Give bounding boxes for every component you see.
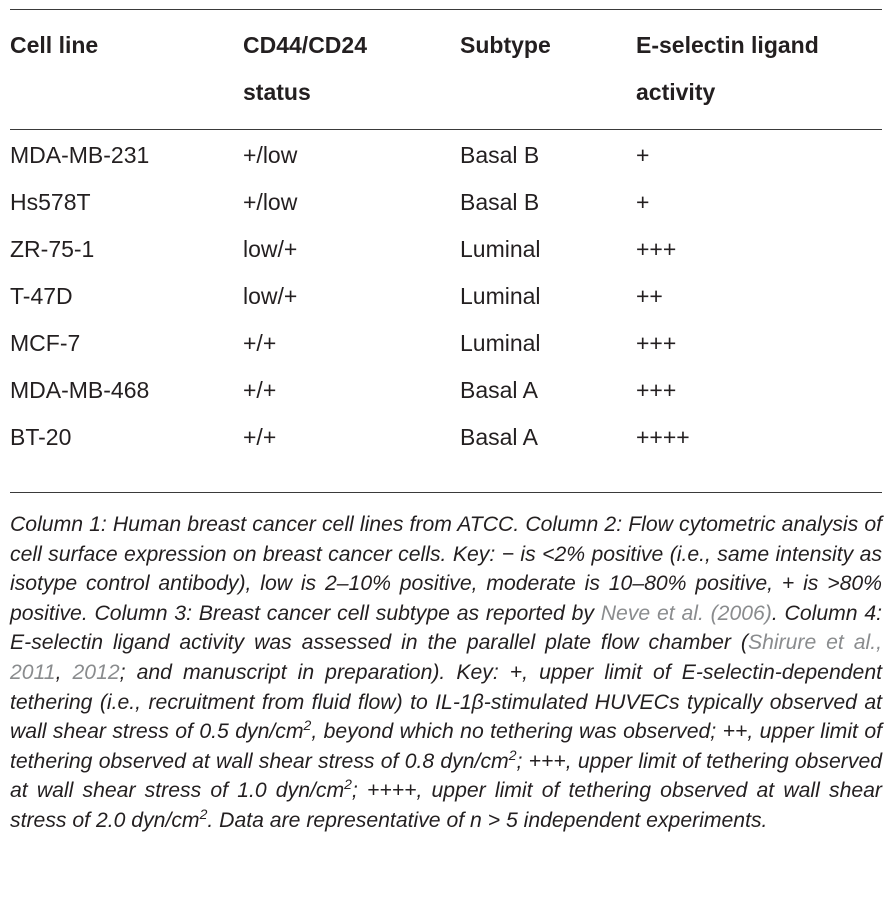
subtype-cell: Basal B	[460, 189, 540, 215]
activity-cell: +	[636, 142, 650, 168]
cell-line-table	[10, 16, 882, 461]
subtype-cell: Luminal	[460, 283, 541, 309]
cell-line: BT-20	[10, 424, 72, 450]
table-row	[10, 320, 882, 367]
table-row	[10, 179, 882, 226]
subtype-cell: Basal A	[460, 424, 538, 450]
superscript: 2	[508, 746, 517, 763]
superscript: 2	[344, 776, 352, 793]
header-divider-rule	[10, 129, 882, 130]
citation-link-shirure-2011[interactable]: Shirure et al., 2011	[10, 631, 882, 684]
table-row	[10, 367, 882, 414]
status-cell: low/+	[243, 236, 298, 262]
activity-cell: +	[636, 189, 650, 215]
subtype-cell: Basal A	[460, 377, 538, 403]
header-status: CD44/CD24 status	[243, 32, 367, 105]
status-cell: +/+	[243, 424, 277, 450]
status-cell: +/low	[243, 142, 298, 168]
status-cell: low/+	[243, 283, 298, 309]
header-subtype: Subtype	[460, 32, 551, 58]
citation-link-neve[interactable]: Neve et al. (2006)	[600, 601, 772, 625]
cell-line: MDA-MB-468	[10, 377, 150, 403]
table-row	[10, 273, 882, 320]
activity-cell: +++	[636, 236, 677, 262]
activity-cell: ++++	[636, 424, 690, 450]
table-row	[10, 414, 882, 461]
cell-line: ZR-75-1	[10, 236, 95, 262]
table-bottom-rule	[10, 492, 882, 493]
subtype-cell: Luminal	[460, 330, 541, 356]
activity-cell: +++	[636, 330, 677, 356]
superscript: 2	[303, 717, 312, 734]
table-row	[10, 132, 882, 179]
subtype-cell: Luminal	[460, 236, 541, 262]
table-row	[10, 226, 882, 273]
activity-cell: ++	[636, 283, 663, 309]
table-footnote: Column 1: Human breast cancer cell lines from ATCC. Column 2: Flow cytometric analysis of cell surface expression on breast cancer cells. Key: − is <2% positive (i.e., same intensity as isotype control antibody), low is 2–10% positive, moderate is 10–80% positive, + is >80% positive. Column 3: Breast cancer cell subtype as reported by Neve et al. (2006). Column 4: E-selectin ligand activity was assessed in the parallel plate flow chamber (Shirure et al., 2011, 2012; and manuscript in preparation). Key: +, upper limit of E-selectin-dependent tethering (i.e., recruitment from fluid flow) to IL-1β-stimulated HUVECs typically observed at wall shear stress of 0.5 dyn/$cm^2$, beyond which no tethering was observed; ++, upper limit of tethering observed at wall shear stress of 0.8 dyn/$cm^2$; +++, upper limit of tethering observed at wall shear stress of 1.0 dyn/$cm^2$; ++++, upper limit of tethering observed at wall shear stress of 2.0 dyn/$cm^2$. Data are representative of n > 5 independent experiments.	[10, 513, 883, 832]
header-activity: E-selectin ligand activity	[636, 32, 819, 105]
superscript: 2	[199, 805, 208, 822]
activity-cell: +++	[636, 377, 677, 403]
header-cell-line: Cell line	[10, 32, 99, 58]
status-cell: +/low	[243, 189, 298, 215]
status-cell: +/+	[243, 377, 277, 403]
cell-line: MCF-7	[10, 330, 81, 356]
status-cell: +/+	[243, 330, 277, 356]
cell-line: MDA-MB-231	[10, 142, 150, 168]
cell-line: Hs578T	[10, 189, 91, 215]
citation-link-shirure-2012[interactable]: 2012	[72, 660, 120, 684]
table-top-rule	[10, 9, 882, 10]
subtype-cell: Basal B	[460, 142, 540, 168]
cell-line: T-47D	[10, 283, 73, 309]
table-header-row	[10, 16, 882, 122]
